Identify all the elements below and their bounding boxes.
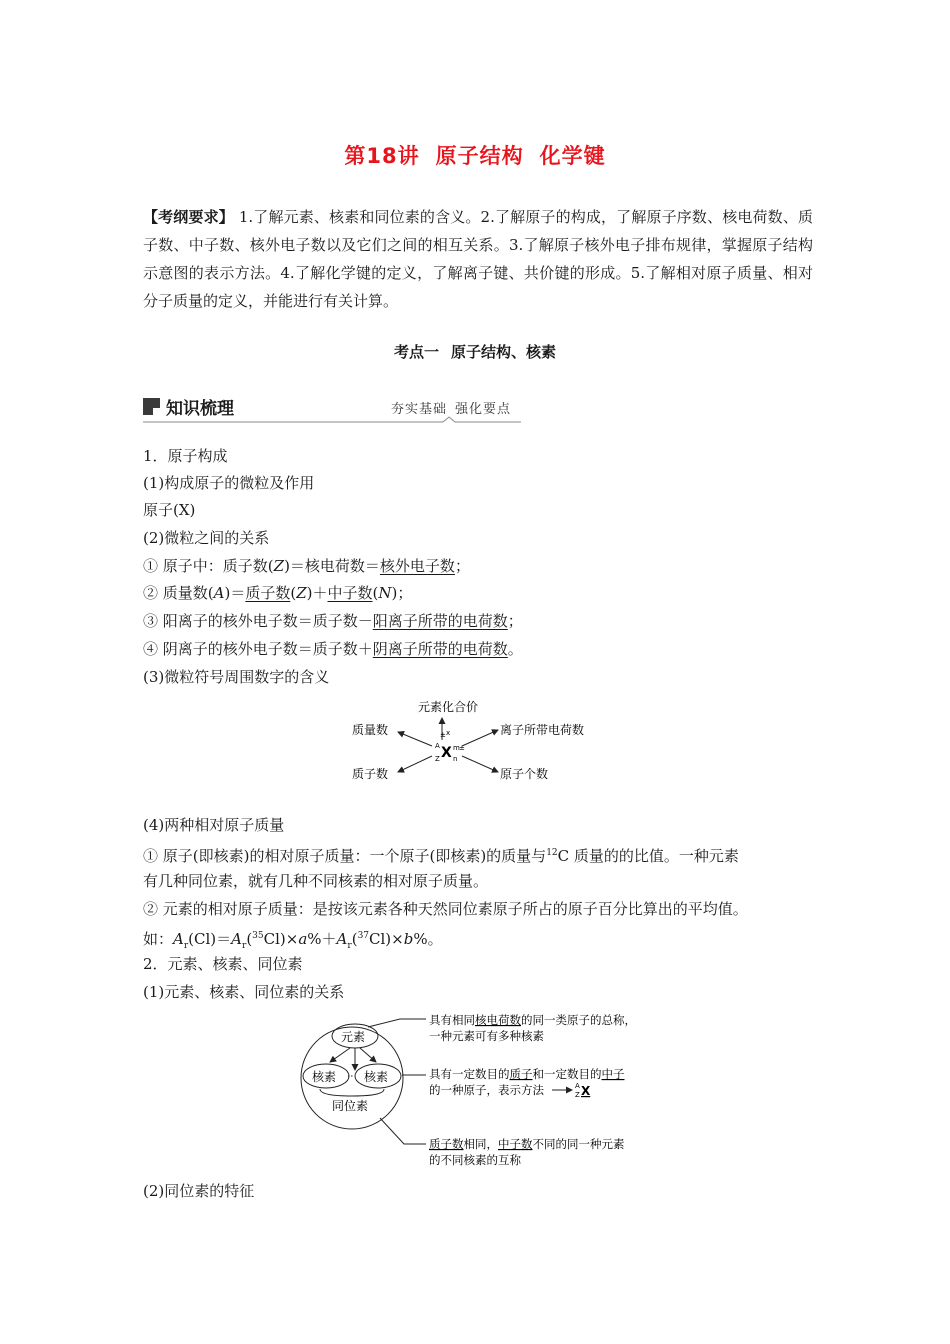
desc-2-line-1: 具有一定数目的质子和一定数目的中子 — [429, 1067, 625, 1081]
desc-2-line-2: 的一种原子，表示方法 — [429, 1083, 544, 1097]
knowledge-bar — [143, 392, 523, 426]
section-heading — [0, 341, 950, 362]
notation-A: A — [575, 1082, 580, 1090]
symbol-m: m — [453, 744, 460, 752]
heading-1-1: (1)构成原子的微粒及作用 — [143, 474, 315, 492]
knowledge-bar-sub2: 强化要点 — [455, 402, 512, 417]
desc-3-line-2: 的不同核素的互称 — [429, 1153, 521, 1167]
arrow-lower-left — [398, 756, 432, 772]
section-number: 考点一 — [393, 343, 439, 361]
blank-answer: 质子数 — [245, 584, 291, 602]
relation-3: ③ 阳离子的核外电子数＝质子数－阳离子所带的电荷数； — [143, 612, 523, 630]
arrow-lower-right — [462, 756, 498, 772]
title-lecture: 第18讲 — [344, 144, 420, 168]
label-ion-charge: 离子所带电荷数 — [500, 723, 585, 737]
heading-2-2: (2)同位素的特征 — [143, 1182, 255, 1200]
mass-line-3: ② 元素的相对原子质量：是按该元素各种天然同位素原子所占的原子百分比算出的平均值。 — [143, 900, 748, 918]
nuclide-right-label: 核素 — [364, 1070, 389, 1084]
exam-requirements — [143, 203, 813, 315]
heading-2: 2．元素、核素、同位素 — [143, 955, 303, 973]
arrow-upper-right — [462, 730, 498, 746]
label-proton-number: 质子数 — [352, 767, 389, 781]
symbol-n: n — [453, 755, 458, 763]
heading-1-4: (4)两种相对原子质量 — [143, 816, 285, 834]
relation-1: ① 原子中：质子数(Z)＝核电荷数＝核外电子数； — [143, 557, 470, 575]
leader-1 — [368, 1019, 426, 1027]
knowledge-bar-sub1: 夯实基础 — [391, 402, 448, 417]
isotope-brace — [320, 1089, 384, 1096]
element-nuclide-isotope-diagram — [298, 1006, 668, 1171]
symbol-X: X — [441, 745, 452, 761]
isotope-label: 同位素 — [332, 1099, 369, 1113]
title-topic-1: 原子结构 — [435, 144, 524, 168]
notation-X: X — [581, 1084, 591, 1098]
leader-3 — [380, 1118, 426, 1144]
label-mass-number: 质量数 — [352, 723, 389, 737]
section-title: 原子结构、核素 — [451, 343, 557, 361]
mass-line-2: 有几种同位素，就有几种不同核素的相对原子质量。 — [143, 872, 489, 890]
heading-1-2: (2)微粒之间的关系 — [143, 529, 270, 547]
blank-answer: 阳离子所带的电荷数 — [372, 612, 508, 630]
label-atom-count: 原子个数 — [500, 767, 549, 781]
example-line: 如：$A_r(Cl)=A_r(^{35}Cl)\times a\%+A_r(^{37}Cl)\times b\%$。 — [143, 930, 443, 951]
blank-answer: 核外电子数 — [379, 557, 455, 575]
page-title — [0, 140, 950, 170]
requirements-text: 1.了解元素、核素和同位素的含义。2.了解原子的构成，了解原子序数、核电荷数、质子数、中子数、核外电子数以及它们之间的相互关系。3.了解原子核外电子排布规律，掌握原子结构示意图的表示方法。4.了解化学键的定义，了解离子键、共价键的形成。5.了解相对原子质量、相对分子质量的定义，并能进行有关计算。 — [143, 208, 813, 310]
arrow-element-right — [360, 1048, 376, 1062]
heading-1-3: (3)微粒符号周围数字的含义 — [143, 668, 330, 686]
arrow-element-left — [330, 1048, 350, 1062]
heading-1: 1．原子构成 — [143, 447, 228, 465]
title-topic-2: 化学键 — [539, 144, 606, 168]
arrow-upper-left — [398, 732, 432, 746]
symbol-diagram — [340, 692, 610, 792]
desc-3-line-1: 质子数相同，中子数不同的同一种元素 — [429, 1137, 625, 1151]
symbol-A: A — [435, 742, 440, 750]
requirements-label: 【考纲要求】 — [143, 208, 234, 226]
blank-answer: 中子数 — [327, 584, 373, 602]
symbol-Z: Z — [435, 755, 440, 763]
desc-1-line-2: 一种元素可有多种核素 — [429, 1029, 544, 1043]
notation-Z: Z — [575, 1091, 580, 1099]
element-label: 元素 — [341, 1030, 366, 1044]
heading-2-1: (1)元素、核素、同位素的关系 — [143, 983, 345, 1001]
knowledge-bar-title: 知识梳理 — [166, 399, 234, 419]
symbol-pm-2: ± — [459, 744, 465, 752]
symbol-pm: ± — [440, 731, 446, 739]
relation-2: ② 质量数(A)＝质子数(Z)＋中子数(N)； — [143, 584, 413, 602]
knowledge-bar-rule — [143, 392, 523, 426]
mass-line-1: ① 原子(即核素)的相对原子质量：一个原子(即核素)的质量与$^{12}$C 质量的的比值。一种元素 — [143, 847, 739, 865]
label-valence: 元素化合价 — [418, 700, 479, 714]
atom-label: 原子(X) — [143, 501, 196, 519]
relation-4: ④ 阴离子的核外电子数＝质子数＋阴离子所带的电荷数。 — [143, 640, 523, 658]
blank-answer: 阴离子所带的电荷数 — [372, 640, 508, 658]
desc-1-line-1: 具有相同核电荷数的同一类原子的总称， — [429, 1013, 636, 1027]
nuclide-left-label: 核素 — [312, 1070, 337, 1084]
symbol-x: x — [446, 729, 451, 737]
